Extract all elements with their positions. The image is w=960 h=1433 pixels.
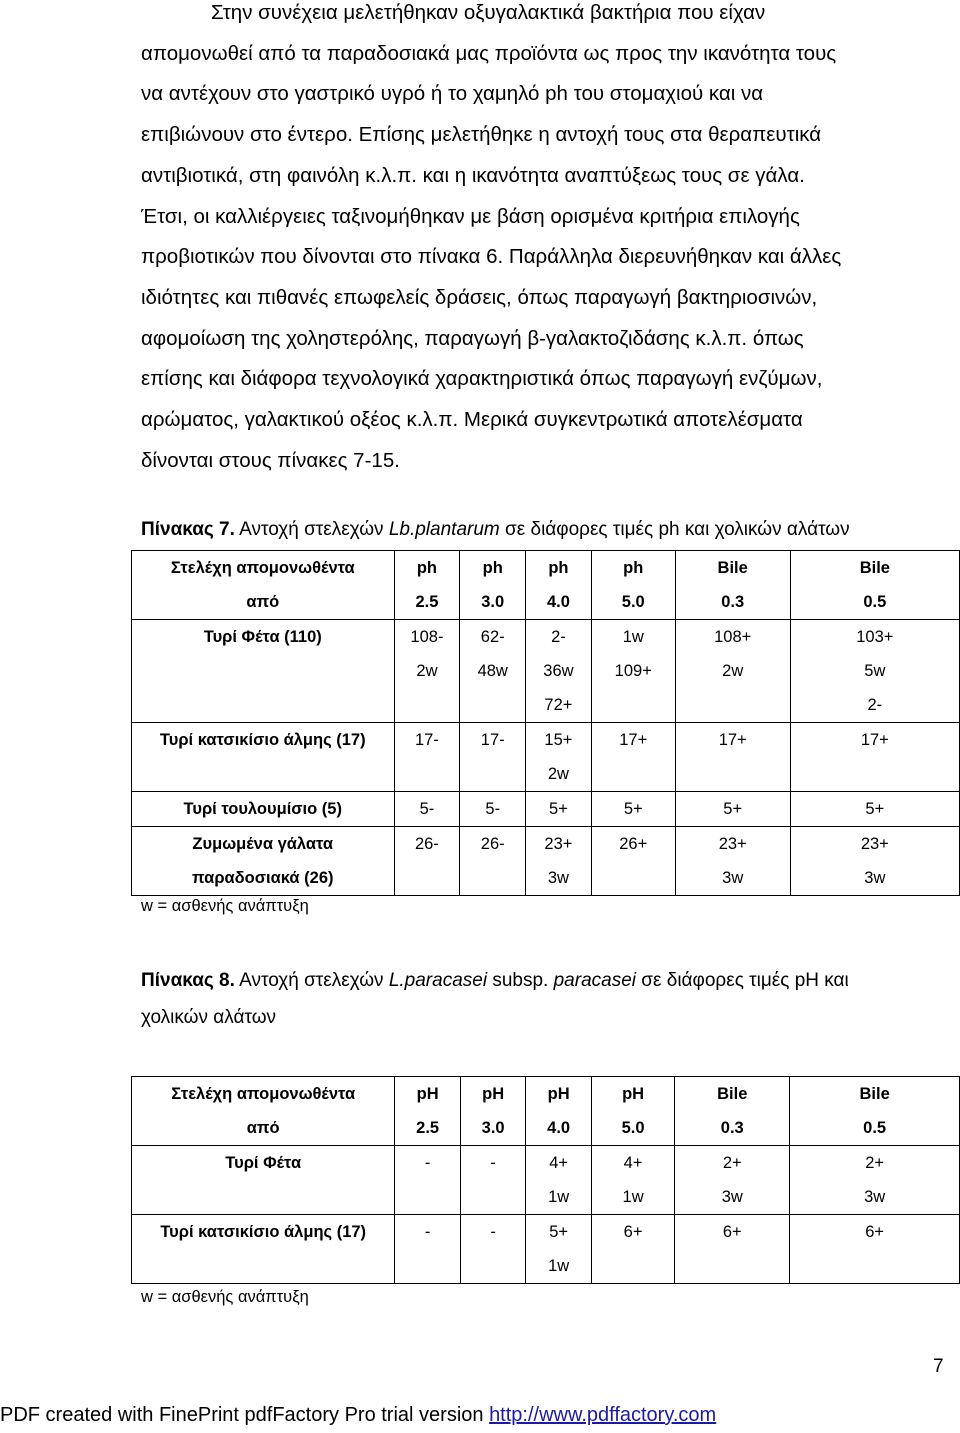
header-strain	[132, 1077, 395, 1146]
header-text: 0.3	[721, 593, 745, 611]
header-cell	[790, 551, 959, 620]
value-cell	[460, 1215, 526, 1284]
value-text: 5+	[623, 800, 643, 818]
table-row	[132, 827, 960, 896]
value-cell	[675, 1146, 790, 1215]
header-strain	[132, 551, 395, 620]
header-cell	[591, 1077, 674, 1146]
value-text: 4+	[549, 1154, 569, 1172]
value-cell	[460, 792, 526, 827]
value-text: 23+	[718, 835, 747, 853]
value-cell	[526, 792, 592, 827]
value-text: 5+	[549, 1223, 569, 1241]
footer-link[interactable]: http://www.pdffactory.com	[489, 1404, 717, 1426]
intro-line: αρώματος, γαλακτικού οξέος κ.λ.π. Μερικά συγκεντρωτικά αποτελέσματα	[141, 408, 803, 432]
header-cell	[395, 1077, 461, 1146]
value-cell	[591, 827, 675, 896]
header-text: Bile	[859, 559, 890, 577]
header-text: Στελέχη απομονωθέντα	[170, 559, 355, 577]
table8-note: w = ασθενής ανάπτυξη	[141, 1288, 309, 1306]
header-text: ph	[482, 559, 503, 577]
intro-line: δίνονται στους πίνακες 7-15.	[141, 448, 400, 472]
value-cell	[675, 1215, 790, 1284]
value-text: 6+	[865, 1223, 885, 1241]
table8-caption-text: Αντοχή στελεχών	[234, 970, 389, 991]
value-cell	[526, 723, 592, 792]
value-text: 62-	[480, 628, 505, 646]
table7-caption-species: Lb.plantarum	[388, 519, 500, 540]
value-text: 1w	[622, 1188, 644, 1206]
header-text: pH	[547, 1085, 570, 1103]
value-cell	[394, 792, 460, 827]
value-text: 17+	[619, 731, 648, 749]
table7	[131, 550, 960, 896]
intro-line: Έτσι, οι καλλιέργειες ταξινομήθηκαν με βάση ορισμένα κριτήρια επιλογής	[141, 204, 800, 228]
value-cell	[675, 723, 790, 792]
value-text: 48w	[477, 662, 508, 680]
value-text: 109+	[614, 662, 652, 680]
value-cell	[591, 1215, 674, 1284]
table8-caption-subsp: subsp.	[487, 970, 554, 991]
header-text: από	[246, 593, 280, 611]
table-row	[132, 723, 960, 792]
value-text: 6+	[722, 1223, 742, 1241]
strain-text: Τυρί Φέτα	[225, 1154, 302, 1172]
value-text: 2+	[722, 1154, 742, 1172]
value-text: 15+	[544, 731, 573, 749]
header-text: από	[246, 1119, 280, 1137]
value-text: 3w	[722, 869, 744, 887]
value-text: 3w	[721, 1188, 743, 1206]
header-text: Στελέχη απομονωθέντα	[171, 1085, 356, 1103]
intro-line: ιδιότητες και πιθανές επωφελείς δράσεις, όπως παραγωγή βακτηριοσινών,	[141, 285, 818, 309]
value-text: 26-	[415, 835, 439, 853]
intro-line: αφομοίωση της χοληστερόλης, παραγωγή β-γαλακτοζιδάσης κ.λ.π. όπως	[141, 326, 804, 350]
value-cell	[395, 1146, 461, 1215]
value-text: 2+	[865, 1154, 885, 1172]
header-cell	[526, 551, 592, 620]
header-cell	[460, 1077, 526, 1146]
table7-header-row	[132, 551, 960, 620]
value-text: 4+	[623, 1154, 643, 1172]
value-text: 5+	[549, 800, 568, 818]
value-text: 1w	[548, 1257, 570, 1275]
value-cell	[526, 1215, 592, 1284]
value-text: 23+	[860, 835, 889, 853]
value-cell	[591, 792, 675, 827]
value-text: 6+	[623, 1223, 643, 1241]
header-text: 2.5	[416, 1119, 440, 1137]
value-cell	[526, 827, 592, 896]
header-cell	[394, 551, 460, 620]
strain-text: Τυρί Φέτα (110)	[203, 628, 322, 646]
header-cell	[790, 1077, 960, 1146]
header-text: pH	[416, 1085, 439, 1103]
header-text: pH	[622, 1085, 645, 1103]
intro-line: προβιοτικών που δίνονται στο πίνακα 6. Παράλληλα διερευνήθηκαν και άλλες	[141, 245, 842, 269]
value-cell	[460, 620, 526, 723]
intro-line: να αντέχουν στο γαστρικό υγρό ή το χαμηλό ph του στομαχιού και να	[141, 82, 764, 106]
strain-text: Τυρί κατσικίσιο άλμης (17)	[160, 1223, 367, 1241]
value-cell	[460, 827, 526, 896]
value-text: 1w	[548, 1188, 570, 1206]
table8-caption-label: Πίνακας 8.	[141, 970, 235, 991]
pdf-footer	[0, 1404, 716, 1427]
value-cell	[394, 827, 460, 896]
header-text: 0.5	[863, 593, 887, 611]
footer-text: PDF created with FinePrint pdfFactory Pro trial version	[0, 1404, 490, 1426]
value-cell	[591, 723, 675, 792]
header-text: ph	[623, 559, 644, 577]
header-text: 2.5	[415, 593, 439, 611]
value-cell	[526, 620, 592, 723]
table-row	[132, 1146, 960, 1215]
value-text: 17+	[860, 731, 889, 749]
header-cell	[675, 1077, 790, 1146]
strain-cell	[132, 620, 395, 723]
value-text: 2-	[551, 628, 566, 646]
value-cell	[790, 1146, 960, 1215]
value-cell	[790, 792, 959, 827]
table7-caption	[141, 512, 850, 547]
header-text: 0.5	[863, 1119, 887, 1137]
table7-caption-text: Αντοχή στελεχών	[234, 519, 389, 540]
strain-cell	[132, 723, 395, 792]
value-text: 72+	[544, 696, 573, 714]
header-text: Bile	[717, 559, 748, 577]
value-cell	[460, 1146, 526, 1215]
strain-cell	[132, 827, 395, 896]
value-cell	[790, 723, 959, 792]
value-text: 17-	[480, 731, 505, 749]
strain-text: Ζυμωμένα γάλατα	[192, 835, 334, 853]
value-text: 2-	[867, 696, 883, 714]
intro-paragraph	[141, 0, 931, 481]
strain-cell	[132, 1215, 395, 1284]
strain-cell	[132, 1146, 395, 1215]
value-cell	[790, 1215, 960, 1284]
table8-caption-subspecies: paracasei	[553, 970, 636, 991]
value-text: 2w	[416, 662, 438, 680]
header-text: 5.0	[621, 593, 645, 611]
table7-caption-text-end: σε διάφορες τιμές ph και χολικών αλάτων	[499, 519, 850, 540]
value-cell	[394, 620, 460, 723]
table7-note: w = ασθενής ανάπτυξη	[141, 897, 309, 915]
table8-caption-text-end: σε διάφορες τιμές pH και	[636, 970, 849, 991]
page-number: 7	[933, 1356, 944, 1377]
header-text: 3.0	[481, 1119, 505, 1137]
header-text: 5.0	[621, 1119, 645, 1137]
value-text: 3w	[864, 869, 886, 887]
value-text: 108+	[714, 628, 752, 646]
value-text: 23+	[544, 835, 573, 853]
value-cell	[591, 1146, 674, 1215]
value-text: 2w	[547, 765, 569, 783]
header-text: Bile	[717, 1085, 748, 1103]
strain-text: παραδοσιακά (26)	[192, 869, 334, 887]
value-text: 36w	[543, 662, 574, 680]
value-cell	[526, 1146, 592, 1215]
value-text: -	[490, 1154, 496, 1172]
table-row	[132, 792, 960, 827]
strain-cell	[132, 792, 395, 827]
value-cell	[460, 723, 526, 792]
table8-caption	[141, 963, 849, 998]
header-text: 0.3	[720, 1119, 744, 1137]
value-text: 3w	[547, 869, 569, 887]
header-text: 4.0	[546, 593, 570, 611]
table8-caption-line2: χολικών αλάτων	[141, 1007, 277, 1028]
value-text: -	[424, 1223, 431, 1241]
header-cell	[591, 551, 675, 620]
table-row	[132, 620, 960, 723]
value-text: 103+	[856, 628, 894, 646]
value-text: 1w	[622, 628, 644, 646]
intro-line: επίσης και διάφορα τεχνολογικά χαρακτηριστικά όπως παραγωγή ενζύμων,	[141, 367, 823, 391]
table8-header-row	[132, 1077, 960, 1146]
table-row	[132, 1215, 960, 1284]
value-text: 17+	[718, 731, 747, 749]
value-text: -	[424, 1154, 431, 1172]
table8	[131, 1076, 960, 1284]
strain-text: Τυρί τουλουμίσιο (5)	[183, 800, 342, 818]
value-text: 5w	[864, 662, 886, 680]
value-cell	[790, 620, 959, 723]
value-cell	[675, 620, 790, 723]
intro-line: αντιβιοτικά, στη φαινόλη κ.λ.π. και η ικανότητα αναπτύξεως τους σε γάλα.	[141, 163, 805, 187]
value-cell	[675, 827, 790, 896]
intro-line: Στην συνέχεια μελετήθηκαν οξυγαλακτικά βακτήρια που είχαν	[211, 1, 766, 24]
table8-caption-species: L.paracasei	[388, 970, 488, 991]
value-text: 3w	[864, 1188, 886, 1206]
table7-caption-label: Πίνακας 7.	[141, 519, 235, 540]
value-text: 5+	[865, 800, 885, 818]
value-cell	[675, 792, 790, 827]
value-cell	[395, 1215, 461, 1284]
intro-line: επιβιώνουν στο έντερο. Επίσης μελετήθηκε η αντοχή τους στα θεραπευτικά	[141, 123, 822, 147]
header-text: ph	[416, 559, 438, 577]
header-cell	[526, 1077, 592, 1146]
value-text: -	[490, 1223, 496, 1241]
value-text: 26-	[480, 835, 505, 853]
strain-text: Τυρί κατσικίσιο άλμης (17)	[159, 731, 366, 749]
header-text: 3.0	[481, 593, 505, 611]
header-text: ph	[548, 559, 569, 577]
value-text: 5+	[723, 800, 743, 818]
value-text: 5-	[485, 800, 501, 818]
header-text: pH	[482, 1085, 505, 1103]
header-cell	[460, 551, 526, 620]
value-cell	[790, 827, 959, 896]
value-cell	[591, 620, 675, 723]
intro-line: απομονωθεί από τα παραδοσιακά μας προϊόντα ως προς την ικανότητα τους	[141, 41, 837, 65]
header-cell	[675, 551, 790, 620]
value-text: 17-	[415, 731, 439, 749]
value-cell	[394, 723, 460, 792]
value-text: 26+	[619, 835, 648, 853]
value-text: 5-	[419, 800, 435, 818]
value-text: 108-	[410, 628, 444, 646]
value-text: 2w	[722, 662, 744, 680]
header-text: Bile	[859, 1085, 890, 1103]
header-text: 4.0	[547, 1119, 571, 1137]
